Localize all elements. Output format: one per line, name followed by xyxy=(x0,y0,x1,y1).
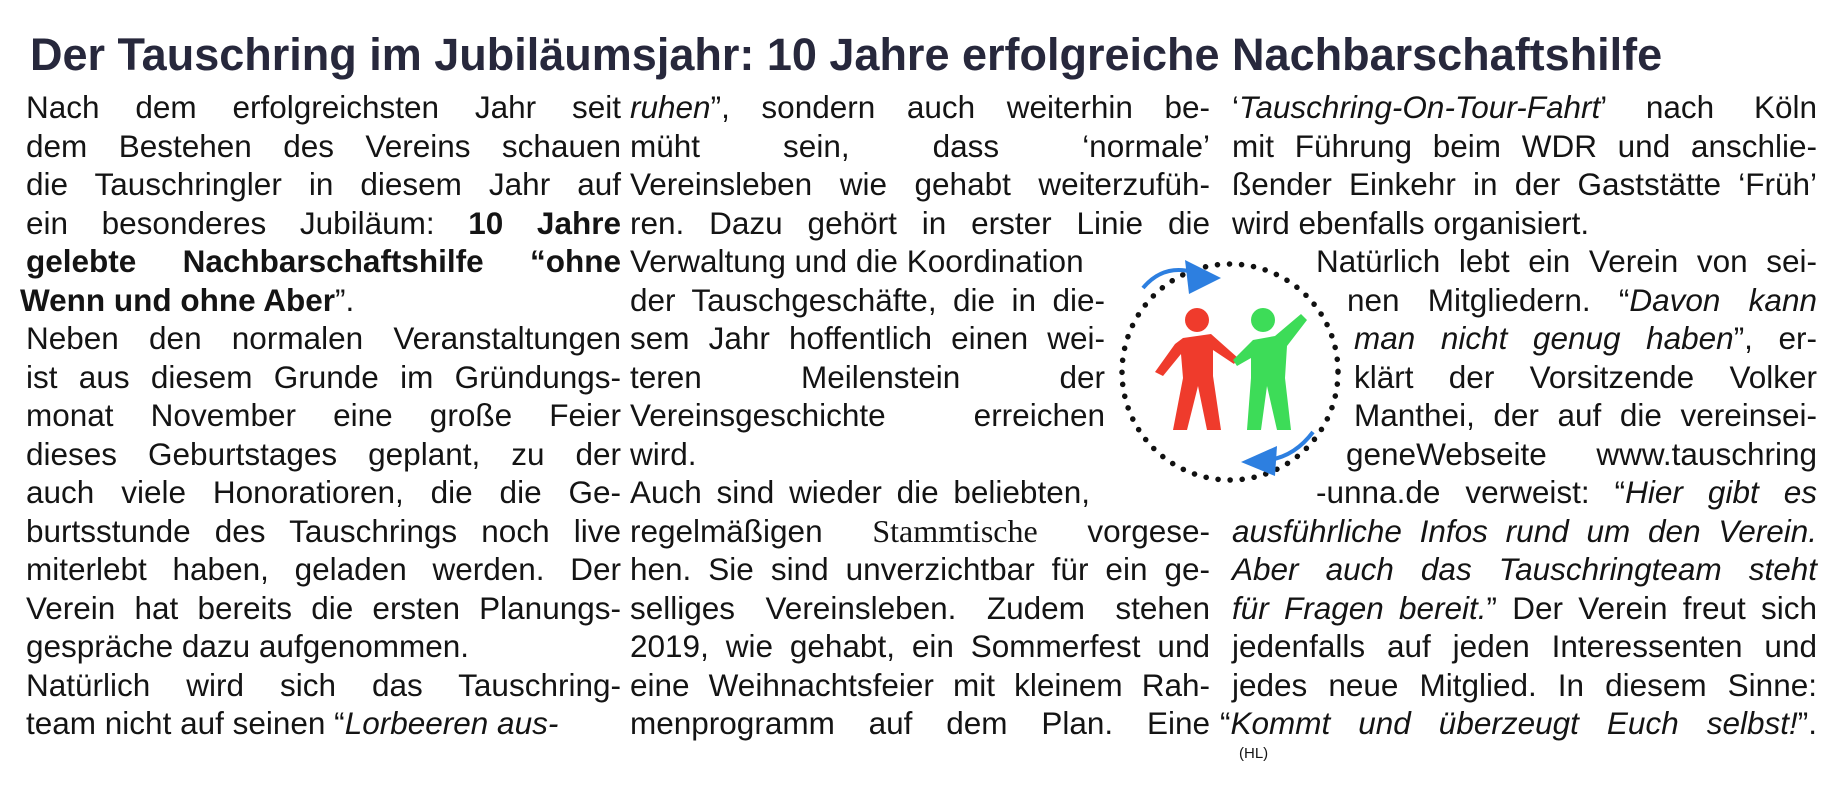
text-run: team nicht auf seinen “ xyxy=(26,705,345,741)
text-line: müht sein, dass ‘normale’ xyxy=(630,127,1210,164)
text-run: -unna.de verweist: “ xyxy=(1316,474,1626,510)
text-line: Manthei, der auf die vereinsei- xyxy=(1354,397,1817,433)
text-run: ‘ xyxy=(1232,89,1239,125)
arrow-top-curve xyxy=(1143,270,1193,288)
text-line: gespräche dazu aufgenommen. xyxy=(26,628,470,664)
text-line xyxy=(1232,589,1817,628)
text-line: Verein hat bereits die ersten Planungs- xyxy=(26,589,621,626)
italic-text: Lorbeeren aus- xyxy=(344,705,559,741)
italic-text: Kommt und überzeugt Euch selbst! xyxy=(1230,705,1798,741)
italic-text: für Fragen bereit. xyxy=(1232,589,1487,626)
text-run: “ xyxy=(1220,705,1231,741)
text-run: vorgese- xyxy=(1037,512,1210,549)
text-run: ” Der Verein freut sich xyxy=(1486,589,1817,626)
text-line: auch viele Honoratioren, die die Ge- xyxy=(26,474,621,510)
text-run: nen Mitgliedern. “ xyxy=(1347,281,1630,318)
text-line: jedes neue Mitglied. In diesem Sinne: xyxy=(1232,666,1817,703)
text-line: teren Meilenstein der xyxy=(630,358,1105,395)
bold-text: 10 Jahre xyxy=(468,204,621,241)
text-line: menprogramm auf dem Plan. Eine xyxy=(630,705,1210,741)
text-line: selliges Vereinsleben. Zudem stehen xyxy=(630,589,1210,626)
article-headline: Der Tauschring im Jubiläumsjahr: 10 Jahre erfolgreiche Nachbarschaftshilfe xyxy=(30,29,1663,80)
text-line: Vereinsgeschichte erreichen xyxy=(630,397,1105,433)
text-line: Nach dem erfolgreichsten Jahr seit xyxy=(26,89,621,125)
person-right-body xyxy=(1233,314,1307,430)
italic-text: Davon kann xyxy=(1629,281,1817,318)
text-line: hen. Sie sind unverzichtbar für ein ge- xyxy=(630,551,1210,587)
italic-text: Aber auch das Tauschringteam steht xyxy=(1232,551,1817,587)
text-line: mit Führung beim WDR und anschlie- xyxy=(1232,127,1817,164)
text-line: monat November eine große Feier xyxy=(26,397,621,433)
bold-text: gelebte Nachbarschaftshilfe “ohne xyxy=(26,243,621,279)
text-line: ren. Dazu gehört in erster Linie die xyxy=(630,204,1210,241)
text-line xyxy=(1316,473,1817,512)
text-line xyxy=(26,704,621,743)
italic-text: Hier gibt es xyxy=(1625,474,1817,510)
text-line: Auch sind wieder die beliebten, xyxy=(630,474,1090,510)
text-run: ”. xyxy=(335,281,355,318)
text-line xyxy=(26,242,621,281)
text-run: Stammtische xyxy=(872,512,1038,549)
person-left-head xyxy=(1185,308,1209,332)
text-line xyxy=(1354,319,1817,358)
text-line: geneWebseite www.tauschring xyxy=(1346,435,1817,472)
text-line: eine Weihnachtsfeier mit kleinem Rah- xyxy=(630,666,1210,703)
person-left-icon xyxy=(1155,308,1238,430)
text-line: wird. xyxy=(630,435,697,472)
italic-text: ausführliche Infos rund um den Verein. xyxy=(1232,512,1817,549)
text-line: 2019, wie gehabt, ein Sommerfest und xyxy=(630,628,1210,664)
text-line: Neben den normalen Veranstaltungen xyxy=(26,320,621,356)
text-line xyxy=(26,204,621,243)
text-line: Vereinsleben wie gehabt weiterzufüh- xyxy=(630,166,1210,202)
text-line: Natürlich lebt ein Verein von sei- xyxy=(1316,243,1817,279)
text-line xyxy=(1232,88,1817,127)
text-line xyxy=(20,281,621,320)
text-line: der Tauschgeschäfte, die in die- xyxy=(630,281,1105,318)
text-line: Verwaltung und die Koordination xyxy=(630,243,1084,279)
text-line xyxy=(630,88,1210,127)
text-line: klärt der Vorsitzende Volker xyxy=(1354,358,1817,395)
text-line xyxy=(630,512,1210,551)
text-run: ’ nach Köln xyxy=(1600,89,1817,125)
text-line: wird ebenfalls organisiert. xyxy=(1232,204,1590,241)
text-run: regelmäßigen xyxy=(630,512,873,549)
text-line: miterlebt haben, geladen werden. Der xyxy=(26,551,621,587)
dotted-ring xyxy=(1122,264,1338,480)
person-right-icon xyxy=(1233,308,1307,430)
text-run: ”. xyxy=(1797,705,1817,741)
text-run: ein besonderes Jubiläum: xyxy=(26,204,469,241)
italic-text: Tauschring-On-Tour-Fahrt xyxy=(1239,89,1601,125)
arrow-bottom-head xyxy=(1241,446,1277,476)
text-line: die Tauschringler in diesem Jahr auf xyxy=(26,166,621,202)
text-line: burtsstunde des Tauschrings noch live xyxy=(26,512,621,549)
person-right-head xyxy=(1251,308,1275,332)
text-line xyxy=(1232,512,1817,551)
person-left-body xyxy=(1155,334,1238,430)
text-line: jedenfalls auf jeden Interessenten und xyxy=(1232,628,1817,664)
text-line: Natürlich wird sich das Tauschring- xyxy=(26,666,621,703)
author-initials: (HL) xyxy=(1239,745,1269,762)
text-line: ßender Einkehr in der Gaststätte ‘Früh’ xyxy=(1232,166,1817,202)
text-run: ”, er- xyxy=(1733,320,1817,356)
text-line xyxy=(1232,550,1817,589)
text-line xyxy=(1220,704,1817,743)
text-line: dieses Geburtstages geplant, zu der xyxy=(26,435,621,472)
tauschring-handshake-logo xyxy=(1105,250,1345,490)
article-column-1 xyxy=(20,88,621,743)
text-line: dem Bestehen des Vereins schauen xyxy=(26,127,621,164)
italic-text: man nicht genug haben xyxy=(1354,320,1734,356)
text-line xyxy=(1347,281,1817,320)
text-run: ”, sondern auch weiterhin be- xyxy=(710,89,1210,125)
bold-text: Wenn und ohne Aber xyxy=(20,281,335,318)
text-line: sem Jahr hoffentlich einen wei- xyxy=(630,320,1105,356)
italic-text: ruhen xyxy=(630,89,711,125)
text-line: ist aus diesem Grunde im Gründungs- xyxy=(26,358,621,395)
